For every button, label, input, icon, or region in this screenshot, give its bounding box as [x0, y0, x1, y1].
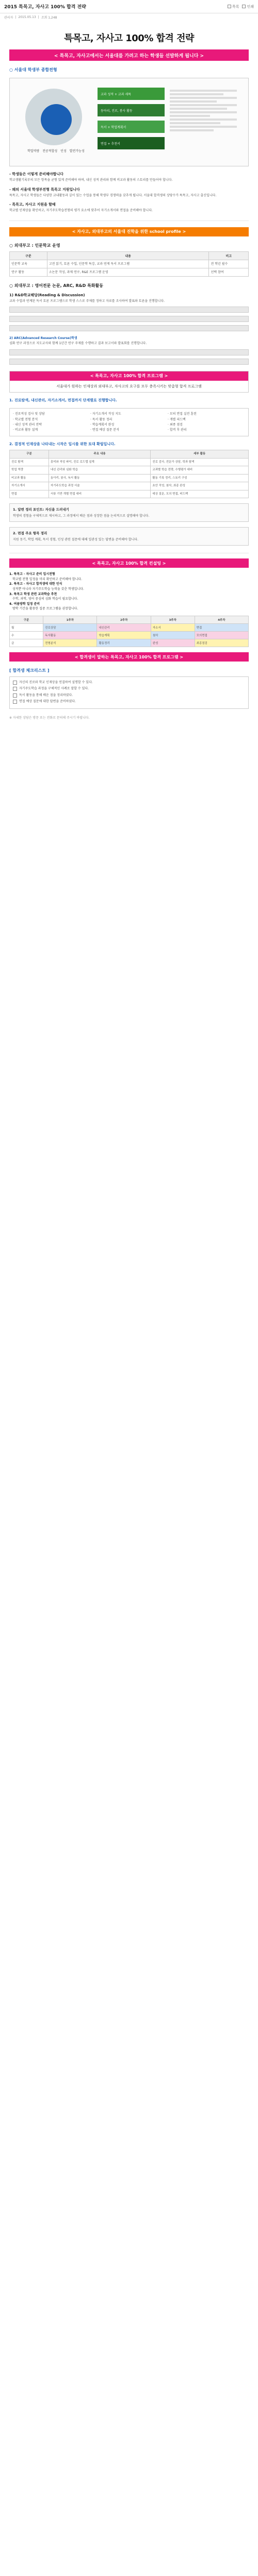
tip-box: 2. 면접 주요 항목 정리 지원 동기, 학업 계획, 독서 경험, 인성 관련 질문에 대해 일관성 있는 답변을 준비해야 합니다.: [9, 527, 249, 546]
rd-table: [9, 316, 249, 322]
table-row: 면접 서류 기반 개별 면접 대비 예상 질문, 모의 면접, 피드백: [10, 490, 249, 498]
arc-table: [9, 349, 249, 355]
diagram-box: 교과 성적 + 교과 세특: [98, 88, 165, 100]
table-row: 월 진로상담 내신관리 자소서 면접: [10, 624, 249, 632]
list-icon: [228, 5, 231, 8]
qa-list: 1. 특목고 · 자사고 준비 입시전형 학교별 전형 일정을 미리 확인하고 준비해야 합니다. 2. 특목고 · 자사고 합격생에 대한 인식 성적뿐 아니라 자기주도학습 능력을 갖춘 학생입니다. 3. 특목고 학생 관련 교과학습 추천 수학, 과학, 영어 중심의 심화 학습이 필요합니다. 4. 여름방학 일정 준비 방학 기간을 활용한 집중 프로그램을 권장합니다.: [9, 572, 84, 611]
intro-heading: ○ 서울대 학생부 종합전형: [9, 67, 57, 72]
profile-banner: < 자사고, 외대부고의 서울대 진학을 위한 school profile >: [9, 227, 249, 236]
top-bar: [0, 0, 258, 13]
inner-circle: [41, 104, 72, 135]
schedule-table: 구분 1주차 2주차 3주차 4주차 월 진로상담 내신관리 자소서 면접 수 독서활동 학습계획 첨삭 모의면접 금 전형분석 활동정리 완성 최종점검: [9, 616, 249, 647]
diagram-box: 독서 + 학업계획서: [98, 121, 165, 133]
hero-title: 특목고, 자사고 100% 합격 전략: [64, 33, 194, 44]
diagram-box: 동아리, 진로, 봉사 활동: [98, 104, 165, 116]
list-button[interactable]: 목록: [228, 4, 239, 9]
diagram-notes: [170, 90, 237, 133]
checkbox-icon: [13, 700, 17, 704]
footer-note: ※ 자세한 상담은 방문 또는 전화로 문의해 주시기 바랍니다.: [9, 716, 90, 720]
diagram-labels: 학업역량 전공적합성 인성 발전가능성: [27, 149, 85, 153]
table-row: 연구 활동 소논문 작성, 과제 연구, R&E 프로그램 운영 선택 참여: [10, 268, 249, 276]
program-body: 서울대가 원하는 인재상과 외대부고, 자사고의 요구를 모두 충족시키는 맞춤형 합격 프로그램: [56, 384, 202, 388]
rd-table: [9, 307, 249, 313]
profile-table: 구분 내용 비고 인문학 교육 고전 읽기, 토론 수업, 인문학 특강, 교과 연계 독서 프로그램 전 학년 필수 연구 활동 소논문 작성, 과제 연구, R&E 프로그램 운영 선택 참여: [9, 251, 249, 277]
steps-col: · 모의 면접 실전 훈련 · 개별 피드백 · 최종 점검 · 합격 후 관리: [168, 412, 197, 432]
table-row: 비교과 활동 동아리, 봉사, 독서 활동 활동 기록 정리, 스토리 구성: [10, 474, 249, 482]
note-2: 2. 결정적 인재상을 나타내는 시작은 입시를 위한 토대 확립입니다.: [9, 442, 116, 447]
table-row: 진로 탐색 흥미와 적성 파악, 진로 로드맵 설계 진로 검사, 전문가 상담, 학과 탐색: [10, 458, 249, 466]
table-row: 금 전형분석 활동정리 완성 최종점검: [10, 639, 249, 647]
profile-sub1: ○ 외대부고 : 인문학교 운영: [9, 243, 60, 248]
arc-table: [9, 359, 249, 365]
date: 2015.05.13: [18, 15, 36, 19]
program-head: < 특목고, 자사고 100% 합격 프로그램 >: [10, 371, 248, 381]
check-item[interactable]: 자신의 진로와 학교 인재상을 연결하여 설명할 수 있다.: [13, 680, 245, 685]
post-title: 2015 특목고, 자사고 100% 합격 전략: [4, 5, 86, 10]
admission-diagram: [9, 78, 249, 166]
arc-text: 심화 연구 과정으로 지도교사와 함께 1년간 연구 주제를 수행하고 결과 보고서와 발표회를 진행합니다.: [9, 342, 147, 346]
checklist: [9, 676, 249, 709]
steps-box: [9, 408, 249, 436]
check-item[interactable]: 자기주도학습 과정을 구체적인 사례로 말할 수 있다.: [13, 686, 245, 691]
curriculum-table: 구분 주요 내용 세부 활동 진로 탐색 흥미와 적성 파악, 진로 로드맵 설계 진로 검사, 전문가 상담, 학과 탐색 학업 역량 내신 관리와 심화 학습 교과별 학습 전략, 수행평가 대비 비교과 활동 동아리, 봉사, 독서 활동 활동 기록 정리, 스토리 구성 자기소개서 자기주도학습 과정 서술 초안 작성, 첨삭, 최종 완성 면접 서류 기반 개별 면접 대비 예상 질문, 모의 면접, 피드백: [9, 450, 249, 498]
program-block: [9, 371, 249, 393]
rd-text: 교과 수업과 연계된 독서 토론 프로그램으로 학생 스스로 주제를 정하고 자료를 조사하여 발표와 토론을 진행합니다.: [9, 299, 165, 303]
tip-box: 1. 답변 정리 포인트: 자신을 드러내기 학생의 경험을 구체적으로 제시하고, 그 과정에서 배운 점과 성장한 점을 논리적으로 설명해야 합니다.: [9, 503, 249, 522]
print-icon: [242, 5, 246, 8]
checkbox-icon: [13, 687, 17, 691]
checkbox-icon: [13, 681, 17, 685]
rd-title: 1) R&D학교해당(Reading & Discussion): [9, 293, 85, 297]
table-row: 수 독서활동 학습계획 첨삭 모의면접: [10, 632, 249, 639]
steps-title: 1. 진로탐색, 내신관리, 자기소개서, 면접까지 단계별로 진행합니다.: [9, 398, 117, 403]
schedule-banner: < 특목고, 자사고 100% 합격 컨설팅 >: [9, 558, 249, 568]
author: 관리자: [4, 15, 13, 20]
rd-table: [9, 325, 249, 331]
checkbox-icon: [13, 693, 17, 698]
check-item[interactable]: 면접 예상 질문에 대한 답변을 준비하였다.: [13, 699, 245, 704]
steps-col: · 자기소개서 작성 지도 · 독서 활동 정리 · 학습계획서 완성 · 면접 예상 질문 분석: [90, 412, 121, 432]
print-button[interactable]: 인쇄: [242, 4, 254, 9]
closing-banner: < 합격생이 말하는 특목고, 자사고 100% 합격 프로그램 >: [9, 652, 249, 662]
check-item[interactable]: 독서 활동을 통해 배운 점을 정리하였다.: [13, 693, 245, 698]
arc-title: 2) ARC(Advanced Research Course)학생: [9, 336, 77, 341]
intro-bullets: - 학생들은 이렇게 준비해야합니다 학교생활기록부의 모든 항목을 균형 있게 준비해야 하며, 내신 성적 관리와 함께 비교과 활동의 스토리를 만들어야 합니다. - 왜의 서울대 학생부전형 특목고 지원입니다 특목고, 자사고 학생들은 다양한 교내활동과 깊이 있는 수업을 통해 학생부 경쟁력을 갖추게 됩니다. 서울대 합격생의 상당수가 특목고, 자사고 출신입니다. - 특목고, 자사고 지원을 할때 학교별 인재상을 확인하고, 자기주도학습전형의 평가 요소에 맞추어 자기소개서와 면접을 준비해야 합니다.: [9, 172, 217, 213]
steps-col: · 진로적성 검사 및 상담 · 학교별 전형 분석 · 내신 성적 관리 전략 · 비교과 활동 설계: [13, 412, 45, 432]
post-meta: 관리자 | 2015.05.13 | 조회 1,248: [4, 15, 57, 20]
views: 조회 1,248: [41, 15, 57, 20]
table-row: 학업 역량 내신 관리와 심화 학습 교과별 학습 전략, 수행평가 대비: [10, 466, 249, 474]
table-row: 인문학 교육 고전 읽기, 토론 수업, 인문학 특강, 교과 연계 독서 프로그램 전 학년 필수: [10, 260, 249, 268]
hero-banner: < 특목고, 자사고에서는 서울대를 가려고 하는 학생들 선발하게 됩니다 >: [9, 49, 249, 61]
table-row: 자기소개서 자기주도학습 과정 서술 초안 작성, 첨삭, 최종 완성: [10, 482, 249, 490]
checklist-title: [ 합격생 체크리스트 ]: [9, 668, 50, 673]
diagram-box: 면접 + 추천서: [98, 137, 165, 149]
profile-sub2: ○ 외대부고 : 영어전문 논문, ARC, R&D 특화활동: [9, 283, 103, 288]
